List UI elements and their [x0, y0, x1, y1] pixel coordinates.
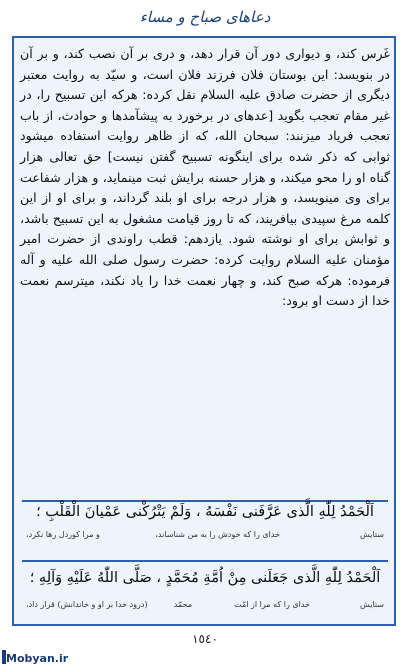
page-number: ١٥٤٠ [192, 632, 218, 646]
dua-line-2: اَلْحَمْدُ لِلّٰهِ الَّذى جَعَلَنى مِنْ اُمَّةِ مُحَمَّدٍ ، صَلَّى اللّٰهُ عَلَيْهِ وَآلِهِ ؛ [29, 570, 381, 586]
site-link[interactable]: Mobyan.ir [6, 652, 69, 665]
page-header-title: دعاهای صباح و مساء [139, 8, 271, 26]
translation-word: محمّد [173, 600, 192, 609]
translation-word: خدای را که مرا از امّت [234, 600, 310, 609]
translation-word: (درود خدا بر او و خاندانش) قرار داد، [26, 600, 148, 609]
divider [22, 500, 388, 502]
body-text [20, 44, 390, 312]
translation-word: و مرا کوردل رها نکرد، [26, 530, 100, 539]
divider [22, 560, 388, 562]
dua-translation-2 [22, 600, 388, 614]
translation-word: ستایش [360, 530, 384, 539]
dua-translation-1 [22, 530, 388, 544]
translation-word: ستایش [360, 600, 384, 609]
dua-line-1: اَلْحَمْدُ لِلّٰهِ الَّذى عَرَّفَنى نَفْسَهُ ، وَلَمْ يَتْرُكْنى عَمْيانَ الْقَلْبِ ؛ [36, 504, 374, 520]
body-paragraph: غَرس کند، و دیواری دور آن قرار دهد، و دری بر آن نصب کند، و بر آن در بنویسد: این بوستان فلان فرزند فلان است، و سیّد به روایت معتبر دیگری از حضرت صادق علیه السلام نقل کرده: هرکه این تسبیح را، در غیر مقام تعجب بگوید [عدهای در برخورد به پیشآمدها و حوادث، از باب تعجب فریاد میزنند: سبحان الله، که از ظاهر روایت استفاده میشود ثوابی که ذکر شده برای اینگونه تسبیح گفتن نیست] حق تعالی هزار گناه او را محو میکند، و هزار حسنه برایش ثبت مینماید، و هزار شفاعت برای وی مینویسد، و هزار درجه برای او بلند گرداند، و برای او از این کلمه مرغ سپیدی بیافریند، که تا روز قیامت مشغول به این تسبیح باشد، و ثوابش برای او نوشته شود. یازدهم: قطب راوندی از حضرت امیر مؤمنان علیه السلام روایت کرده: حضرت رسول صلی الله علیه و آله فرموده: هرکه صبح کند، و چهار نعمت خدا را یاد نکند، میترسم نعمت خدا از دست او برود: [20, 46, 390, 309]
translation-word: خدای را که خودش را به من شناساند، [155, 530, 280, 539]
